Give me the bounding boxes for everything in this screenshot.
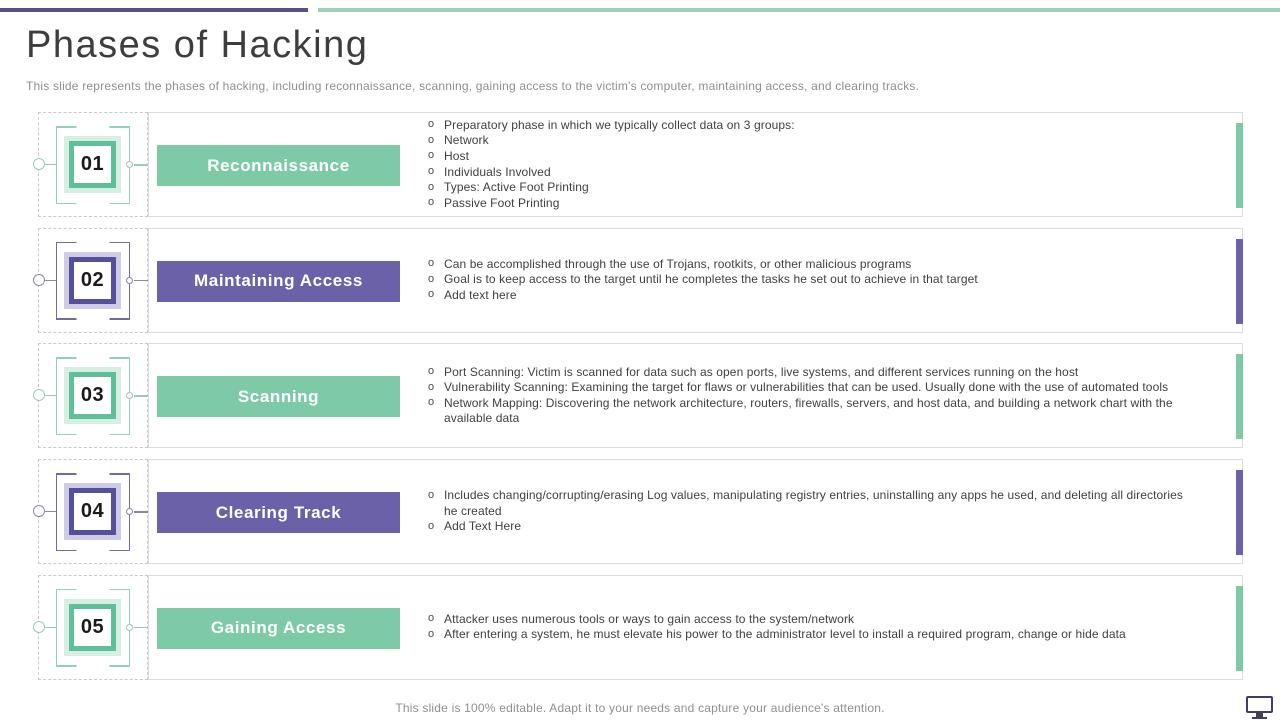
connector-circle [33,505,45,517]
bullet-item: o Can be accomplished through the use of Trojans, rootkits, or other malicious programs [427,257,1185,273]
bullet-list [427,463,1185,560]
number-badge [64,252,121,309]
bullet-item: o Port Scanning: Victim is scanned for data such as open ports, live systems, and different services running on the host [427,365,1185,381]
bullet-item: o After entering a system, he must elevate his power to the administrator level to install a required program, change or hide data [427,627,1185,643]
phase-label: Gaining Access [157,608,400,649]
number-square [69,141,116,188]
phase-row-1 [0,112,1280,217]
phase-content-box [148,228,1243,333]
bullet-item: o Add Text Here [427,519,1185,535]
bullet-item: o Attacker uses numerous tools or ways to gain access to the system/network [427,612,1185,628]
connector-dot [126,277,133,284]
number-badge [64,367,121,424]
monitor-icon [1246,696,1274,720]
page-subtitle: This slide represents the phases of hacking, including reconnaissance, scanning, gaining access to the victim's computer, maintaining access, and clearing tracks. [26,79,920,93]
connector-circle [33,274,45,286]
top-divider-green [318,8,1280,12]
phase-label: Maintaining Access [157,261,400,302]
accent-bar [1236,123,1243,208]
phase-number: 03 [80,384,105,407]
accent-bar [1236,470,1243,555]
bullet-item: o Add text here [427,288,1185,304]
connector-dot [126,624,133,631]
phase-row-2 [0,228,1280,333]
number-badge [64,136,121,193]
bullet-list [427,232,1185,329]
number-badge [64,599,121,656]
page-title: Phases of Hacking [26,24,369,66]
bullet-item: o Individuals Involved [427,165,1185,181]
bullet-list [427,347,1185,444]
phase-content-box [148,343,1243,448]
bullet-list [427,579,1185,676]
number-square [69,488,116,535]
connector-circle [33,158,45,170]
number-square [69,372,116,419]
phase-row-3 [0,343,1280,448]
phase-row-4 [0,459,1280,564]
phase-label: Clearing Track [157,492,400,533]
connector-line [45,627,56,628]
phase-content-box [148,459,1243,564]
monitor-base [1252,717,1267,719]
bullet-item: o Network [427,133,1185,149]
number-square [69,604,116,651]
phase-row-5 [0,575,1280,680]
connector-line [45,164,56,165]
phase-content-box [148,112,1243,217]
accent-bar [1236,586,1243,671]
bullet-item: o Network Mapping: Discovering the network architecture, routers, firewalls, servers, and host data, and building a network chart with the available data [427,396,1185,427]
bullet-item: o Types: Active Foot Printing [427,180,1185,196]
accent-bar [1236,239,1243,324]
phase-number: 05 [80,615,105,638]
bullet-item: o Includes changing/corrupting/erasing Log values, manipulating registry entries, uninstalling any apps he used, and deleting all directories he created [427,488,1185,519]
phase-number: 02 [80,268,105,291]
phase-number: 04 [80,500,105,523]
connector-line [45,395,56,396]
connector-line [45,280,56,281]
number-badge [64,483,121,540]
connector-dot [126,508,133,515]
accent-bar [1236,354,1243,439]
phase-content-box [148,575,1243,680]
connector-circle [33,621,45,633]
bullet-item: o Preparatory phase in which we typically collect data on 3 groups: [427,118,1185,134]
top-divider-purple [0,8,308,12]
monitor-screen [1246,696,1273,713]
bullet-list [427,116,1185,213]
bullet-item: o Goal is to keep access to the target until he completes the tasks he set out to achieve in that target [427,272,1185,288]
editable-note: This slide is 100% editable. Adapt it to your needs and capture your audience's attention. [395,701,885,715]
bullet-item: o Passive Foot Printing [427,196,1185,212]
phase-number: 01 [80,153,105,175]
number-square [69,257,116,304]
connector-line [45,511,56,512]
bullet-item: o Vulnerability Scanning: Examining the target for flaws or vulnerabilities that can be used. Usually done with the use of automated tools [427,380,1185,396]
phase-label: Scanning [157,376,400,417]
phase-label: Reconnaissance [157,145,400,186]
bullet-item: o Host [427,149,1185,165]
connector-dot [126,161,133,168]
phase-list [0,112,1280,680]
